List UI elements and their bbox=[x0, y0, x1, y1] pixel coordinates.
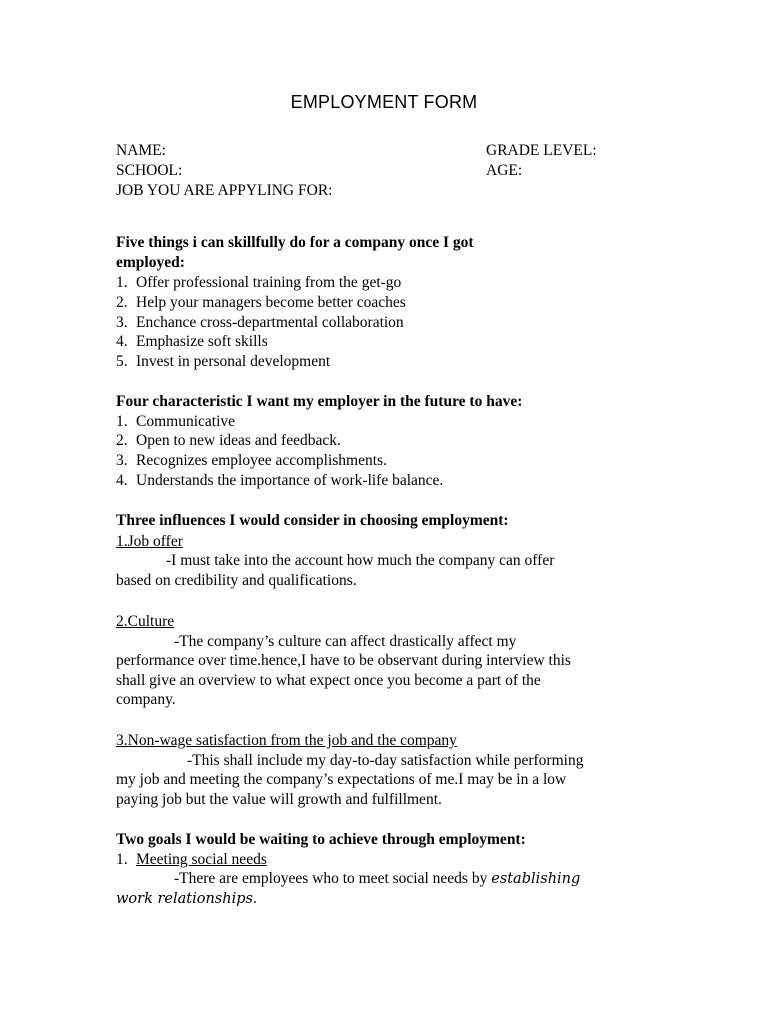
list-number: 3. bbox=[116, 452, 128, 469]
goal1-text-period: . bbox=[252, 890, 257, 907]
grade-level-field-label: GRADE LEVEL: bbox=[486, 142, 597, 159]
list-item: Emphasize soft skills bbox=[136, 333, 268, 350]
list-item: Invest in personal development bbox=[136, 353, 331, 370]
influence1-text-line2: based on credibility and qualifications. bbox=[116, 572, 357, 589]
influence2-text-line2: performance over time.hence,I have to be observant during interview this bbox=[116, 652, 571, 669]
goal1-number: 1. bbox=[116, 851, 128, 868]
goal1-text-italic: establishing bbox=[491, 871, 581, 887]
influence2-text-line3: shall give an overview to what expect once you become a part of the bbox=[116, 672, 541, 689]
list-number: 4. bbox=[116, 333, 128, 350]
goal1-text-line2 bbox=[116, 889, 257, 909]
school-field-label: SCHOOL: bbox=[116, 162, 183, 179]
list-item: Recognizes employee accomplishments. bbox=[136, 452, 387, 469]
list-item: Understands the importance of work-life balance. bbox=[136, 472, 444, 489]
list-number: 2. bbox=[116, 294, 128, 311]
section2-heading: Four characteristic I want my employer in the future to have: bbox=[116, 393, 523, 410]
influence1-text-line1: -I must take into the account how much the company can offer bbox=[166, 552, 555, 569]
influence2-text-line4: company. bbox=[116, 691, 176, 708]
section3-heading: Three influences I would consider in choosing employment: bbox=[116, 512, 509, 529]
list-number: 1. bbox=[116, 274, 128, 291]
list-number: 4. bbox=[116, 472, 128, 489]
influence3-text-line2: my job and meeting the company’s expectations of me.I may be in a low bbox=[116, 771, 567, 788]
influence1-title: 1.Job offer bbox=[116, 533, 183, 550]
list-item: Offer professional training from the get-go bbox=[136, 274, 402, 291]
influence2-text-line1: -The company’s culture can affect drastically affect my bbox=[174, 633, 517, 650]
influence3-text-line3: paying job but the value will growth and fulfillment. bbox=[116, 791, 442, 808]
goal1-text-italic2: work relationships bbox=[116, 891, 253, 907]
goal1-text-line1 bbox=[174, 869, 580, 889]
goal1-title: Meeting social needs bbox=[136, 851, 267, 868]
influence3-title: 3.Non-wage satisfaction from the job and the company bbox=[116, 732, 457, 749]
list-number: 1. bbox=[116, 413, 128, 430]
goal1-text-plain: -There are employees who to meet social needs by bbox=[174, 870, 492, 887]
age-field-label: AGE: bbox=[486, 162, 523, 179]
section4-heading: Two goals I would be waiting to achieve through employment: bbox=[116, 831, 526, 848]
list-number: 2. bbox=[116, 432, 128, 449]
list-number: 3. bbox=[116, 314, 128, 331]
page-title: EMPLOYMENT FORM bbox=[290, 92, 478, 112]
name-field-label: NAME: bbox=[116, 142, 166, 159]
list-item: Help your managers become better coaches bbox=[136, 294, 406, 311]
job-field-label: JOB YOU ARE APPYLING FOR: bbox=[116, 182, 333, 199]
section1-heading-line2: employed: bbox=[116, 254, 185, 271]
list-item: Open to new ideas and feedback. bbox=[136, 432, 341, 449]
list-item: Communicative bbox=[136, 413, 236, 430]
list-number: 5. bbox=[116, 353, 128, 370]
influence3-text-line1: -This shall include my day-to-day satisfaction while performing bbox=[187, 752, 584, 769]
influence2-title: 2.Culture bbox=[116, 613, 175, 630]
section1-heading-line1: Five things i can skillfully do for a company once I got bbox=[116, 234, 474, 251]
list-item: Enchance cross-departmental collaboration bbox=[136, 314, 404, 331]
